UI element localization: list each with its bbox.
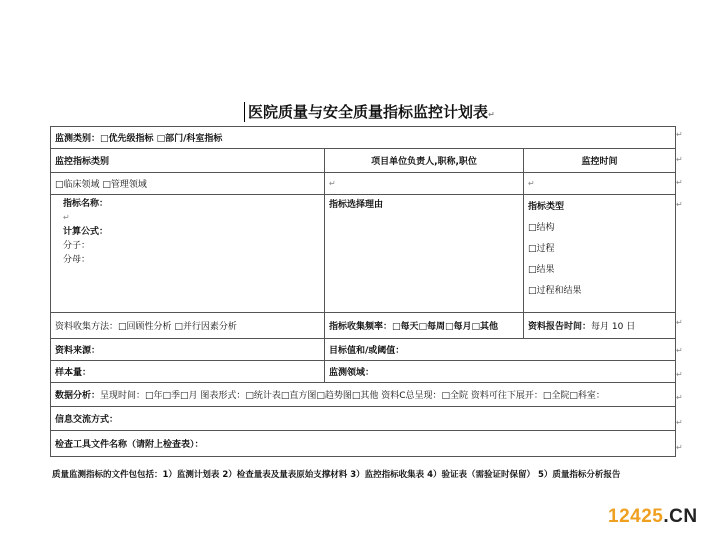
indicator-category-cell <box>51 149 325 173</box>
type-process-option[interactable]: □过程 <box>528 244 555 254</box>
type-result-option[interactable]: □结果 <box>528 265 555 275</box>
paragraph-mark: ↵ <box>676 346 683 355</box>
responsible-value-cell[interactable] <box>325 173 524 195</box>
watermark-logo <box>608 506 698 528</box>
monitor-time-value-cell[interactable] <box>524 173 676 195</box>
collection-freq-cell[interactable] <box>325 313 524 339</box>
target-cell[interactable] <box>325 339 676 361</box>
indicator-name-cell[interactable] <box>51 195 325 313</box>
type-structure-option[interactable]: □结构 <box>528 223 555 233</box>
type-process-result-option[interactable]: □过程和结果 <box>528 286 582 296</box>
paragraph-mark: ↵ <box>329 178 336 188</box>
domain-options-text: □临床领域 □管理领域 <box>55 180 147 190</box>
target-label: 目标值和/或阈值： <box>329 346 405 356</box>
table-row <box>51 407 676 431</box>
text-cursor <box>244 102 245 122</box>
paragraph-mark: ↵ <box>488 110 495 119</box>
info-exchange-cell[interactable] <box>51 407 676 431</box>
responsible-label: 项目单位负责人,职称,职位 <box>371 157 477 167</box>
collection-freq-text: 指标收集频率：□每天□每周□每月□其他 <box>329 322 499 332</box>
sample-label: 样本量： <box>55 368 92 378</box>
collection-method-cell[interactable] <box>51 313 325 339</box>
table-row <box>51 127 676 149</box>
report-time-value: 每月 10 日 <box>591 322 636 332</box>
paragraph-mark: ↵ <box>528 178 535 188</box>
table-row <box>51 431 676 457</box>
responsible-cell <box>325 149 524 173</box>
paragraph-mark: ↵ <box>676 155 683 164</box>
data-source-label: 资料来源： <box>55 346 101 356</box>
table-row <box>51 383 676 407</box>
footer-text: 质量监测指标的文件包包括：1）监测计划表 2）检查量表及量表原始支撑材料 3）监控指标收集表 4）验证表（需验证时保留） 5）质量指标分析报告 <box>52 470 621 480</box>
paragraph-mark: ↵ <box>676 370 683 379</box>
paragraph-mark: ↵ <box>676 418 683 427</box>
paragraph-mark: ↵ <box>63 213 70 222</box>
report-time-cell[interactable] <box>524 313 676 339</box>
table-row <box>51 149 676 173</box>
domain-options-cell[interactable] <box>51 173 325 195</box>
paragraph-mark: ↵ <box>676 200 683 209</box>
watermark-number: 12425 <box>608 506 664 527</box>
table-row <box>51 339 676 361</box>
analysis-text: 呈现时间：□年□季□月 图表形式：□统计表□直方图□趋势图□其他 资料C总呈现：□全院 资料可往下展开：□全院□科室： <box>100 391 605 401</box>
reason-label: 指标选择理由 <box>329 200 384 210</box>
indicator-name-label: 指标名称： <box>63 199 109 209</box>
table-row <box>51 361 676 383</box>
indicator-category-label: 监控指标类别 <box>55 157 110 167</box>
paragraph-mark: ↵ <box>676 443 683 452</box>
monitor-domain-label: 监测领域： <box>329 368 375 378</box>
monitor-time-label: 监控时间 <box>581 157 618 167</box>
tools-label: 检查工具文件名称（请附上检查表）： <box>55 440 204 450</box>
tools-cell[interactable] <box>51 431 676 457</box>
title-text: 医院质量与安全质量指标监控计划表 <box>248 103 489 121</box>
numerator-label: 分子： <box>63 241 91 251</box>
indicator-type-label: 指标类型 <box>528 202 565 212</box>
paragraph-mark: ↵ <box>676 393 683 402</box>
analysis-label: 数据分析： <box>55 391 101 401</box>
footer-note <box>52 468 682 480</box>
watermark-domain: .CN <box>663 506 698 527</box>
report-time-label: 资料报告时间： <box>528 322 592 332</box>
monitor-type-cell[interactable] <box>51 127 676 149</box>
analysis-cell[interactable] <box>51 383 676 407</box>
paragraph-mark: ↵ <box>676 130 683 139</box>
monitor-type-text: 监测类别：□优先级指标 □部门/科室指标 <box>55 134 223 144</box>
indicator-type-cell[interactable] <box>524 195 676 313</box>
table-row <box>51 173 676 195</box>
collection-method-text: 资料收集方法：□回顾性分析 □并行因素分析 <box>55 322 237 332</box>
table-row <box>51 195 676 313</box>
reason-cell[interactable] <box>325 195 524 313</box>
monitor-plan-table <box>50 126 676 457</box>
monitor-domain-cell[interactable] <box>325 361 676 383</box>
table-row <box>51 313 676 339</box>
info-exchange-label: 信息交流方式： <box>55 415 119 425</box>
denominator-label: 分母： <box>63 255 91 265</box>
monitor-time-cell <box>524 149 676 173</box>
paragraph-mark: ↵ <box>676 178 683 187</box>
paragraph-mark: ↵ <box>676 318 683 327</box>
sample-cell[interactable] <box>51 361 325 383</box>
formula-label: 计算公式： <box>63 227 109 237</box>
data-source-cell[interactable] <box>51 339 325 361</box>
page-title <box>248 100 495 124</box>
